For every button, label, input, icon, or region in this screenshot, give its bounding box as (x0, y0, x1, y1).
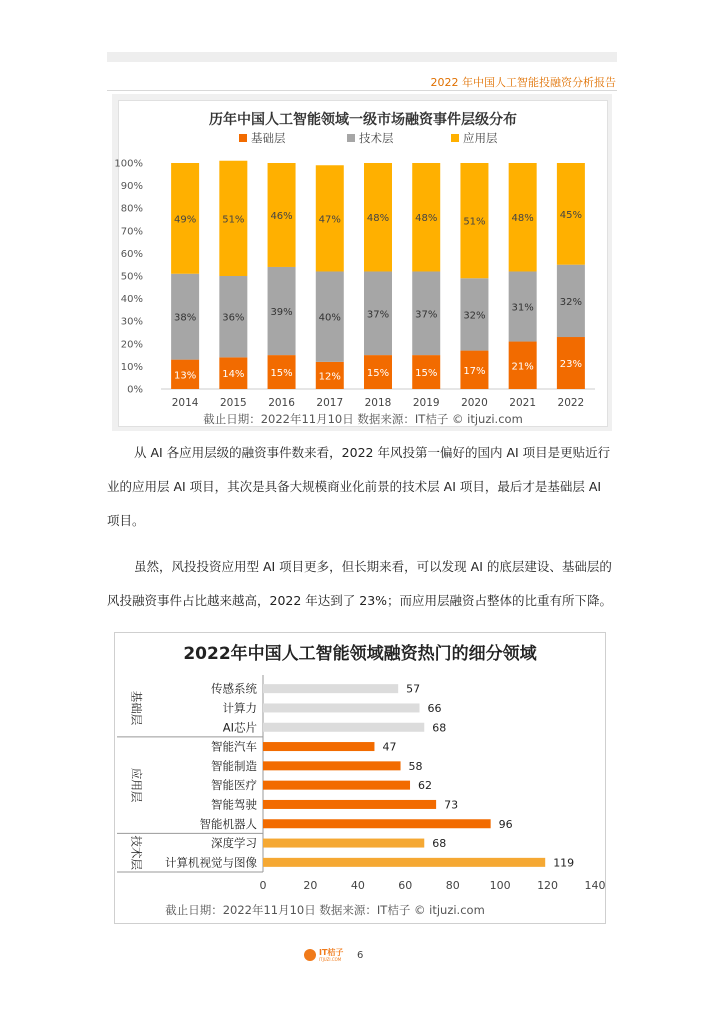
legend-swatch (451, 134, 459, 142)
paragraph-2-line-1: 虽然，风投投资应用型 AI 项目更多，但长期来看，可以发现 AI 的底层建设、基础层的 (134, 559, 612, 574)
y-tick-label: 0% (127, 384, 143, 396)
data-label: 37% (415, 309, 438, 321)
chart-title: 历年中国人工智能领域一级市场融资事件层级分布 (209, 112, 517, 128)
group-label: 应用层 (129, 767, 144, 803)
data-label: 37% (366, 309, 390, 321)
data-label: 57 (406, 682, 421, 696)
figure-hot-segments (114, 632, 606, 924)
chart1-caption: 截止日期：2022年11月10日 数据来源：IT桔子 © itjuzi.com (203, 412, 523, 426)
bar (263, 723, 424, 732)
y-tick-label: 40% (120, 294, 143, 306)
y-tick-label: 60% (120, 248, 143, 260)
paragraph-2-line-2: 风投融资事件占比越来越高，2022 年达到了 23%；而应用层融资占整体的比重有所下降。 (107, 593, 613, 608)
data-label: 17% (463, 365, 486, 377)
orange-logo-icon (304, 949, 316, 961)
y-tick-label: 100% (114, 158, 143, 170)
legend-label: 应用层 (463, 131, 498, 145)
category-label: 智能汽车 (211, 739, 257, 754)
paragraph-1-line-2: 业的应用层 AI 项目，其次是具备大规模商业化前景的技术层 AI 项目，最后才是基础层 AI (107, 479, 602, 494)
x-tick-label: 2019 (412, 397, 440, 409)
y-tick-label: 70% (120, 226, 143, 238)
data-label: 68 (432, 721, 447, 735)
x-tick-label: 140 (584, 879, 606, 892)
data-label: 51% (222, 214, 245, 226)
paragraph-1-line-3: 项目。 (107, 513, 145, 528)
y-tick-label: 20% (120, 339, 143, 351)
x-tick-label: 80 (445, 879, 460, 892)
data-label: 13% (173, 370, 197, 382)
data-label: 12% (318, 371, 341, 383)
data-label: 66 (427, 701, 442, 715)
y-tick-label: 50% (120, 271, 143, 283)
data-label: 15% (415, 368, 438, 380)
category-label: 智能机器人 (199, 816, 257, 831)
x-tick-label: 120 (537, 879, 559, 892)
x-tick-label: 20 (303, 879, 318, 892)
header-divider (107, 90, 617, 91)
x-tick-label: 0 (259, 879, 267, 892)
data-label: 39% (270, 307, 293, 319)
data-label: 68 (432, 837, 447, 851)
x-tick-label: 2022 (557, 397, 585, 409)
legend-swatch (347, 134, 355, 142)
legend-label: 技术层 (359, 131, 394, 145)
bar (263, 839, 424, 848)
logo-text: IT桔子 (319, 948, 344, 957)
data-label: 31% (511, 302, 534, 314)
x-tick-label: 2016 (268, 397, 295, 409)
data-label: 36% (222, 312, 245, 324)
x-tick-label: 2015 (219, 397, 247, 409)
category-label: 智能医疗 (211, 778, 257, 793)
paragraph-1-line-1: 从 AI 各应用层级的融资事件数来看，2022 年风投第一偏好的国内 AI 项目是更贴近行 (134, 445, 611, 460)
data-label: 73 (444, 798, 459, 812)
bar (263, 819, 491, 828)
bar (263, 858, 545, 867)
data-label: 62 (418, 779, 433, 793)
group-label: 基础层 (129, 690, 144, 726)
data-label: 32% (463, 310, 486, 322)
paragraph-1 (107, 436, 617, 538)
bar (263, 742, 374, 751)
data-label: 58 (408, 759, 423, 773)
chart-title: 2022年中国人工智能领域融资热门的细分领域 (183, 644, 537, 664)
bar (263, 761, 401, 770)
data-label: 48% (511, 213, 534, 225)
data-label: 40% (318, 312, 341, 324)
data-label: 15% (270, 368, 293, 380)
y-tick-label: 10% (120, 361, 143, 373)
data-label: 119 (553, 856, 575, 870)
data-label: 46% (270, 210, 293, 222)
data-label: 23% (559, 359, 583, 371)
group-label: 技术层 (129, 835, 144, 870)
data-label: 47 (382, 740, 397, 754)
data-label: 38% (173, 312, 197, 324)
bar (263, 781, 410, 790)
footer-logo (304, 948, 343, 962)
x-tick-label: 2020 (461, 397, 488, 409)
category-label: 深度学习 (211, 836, 257, 851)
x-tick-label: 2017 (316, 397, 344, 409)
header-bar (107, 52, 617, 62)
data-label: 48% (366, 213, 390, 225)
x-tick-label: 40 (350, 879, 365, 892)
stacked-bar-chart (114, 101, 607, 426)
data-label: 21% (511, 361, 534, 373)
report-title: 2022 年中国人工智能投融资分析报告 (430, 76, 616, 89)
x-tick-label: 60 (398, 879, 413, 892)
y-tick-label: 90% (120, 181, 143, 193)
logo-subtext: ITJUZI.COM (319, 957, 342, 962)
x-tick-label: 100 (489, 879, 511, 892)
x-tick-label: 2014 (171, 397, 199, 409)
bar (263, 703, 420, 712)
y-tick-label: 30% (120, 316, 143, 328)
y-tick-label: 80% (120, 203, 143, 215)
figure-layer-distribution (112, 94, 612, 431)
data-label: 48% (415, 213, 438, 225)
page-number: 6 (357, 950, 364, 961)
paragraph-2 (107, 550, 617, 618)
data-label: 47% (318, 214, 341, 226)
bar (263, 684, 398, 693)
data-label: 51% (463, 216, 486, 228)
category-label: AI芯片 (222, 720, 257, 735)
legend-label: 基础层 (251, 131, 286, 145)
category-label: 计算力 (222, 700, 257, 715)
category-label: 智能制造 (211, 758, 257, 773)
horizontal-bar-chart (115, 633, 605, 923)
legend-swatch (239, 134, 247, 142)
category-label: 计算机视觉与图像 (165, 855, 257, 870)
data-label: 32% (559, 296, 583, 308)
data-label: 15% (366, 368, 390, 380)
bar (263, 800, 436, 809)
data-label: 45% (559, 209, 583, 221)
category-label: 传感系统 (211, 681, 257, 696)
data-label: 14% (222, 369, 245, 381)
x-tick-label: 2018 (364, 397, 392, 409)
category-label: 智能驾驶 (211, 797, 257, 812)
x-tick-label: 2021 (509, 397, 537, 409)
data-label: 96 (498, 817, 513, 831)
chart2-caption: 截止日期：2022年11月10日 数据来源：IT桔子 © itjuzi.com (165, 903, 485, 917)
data-label: 49% (173, 214, 197, 226)
